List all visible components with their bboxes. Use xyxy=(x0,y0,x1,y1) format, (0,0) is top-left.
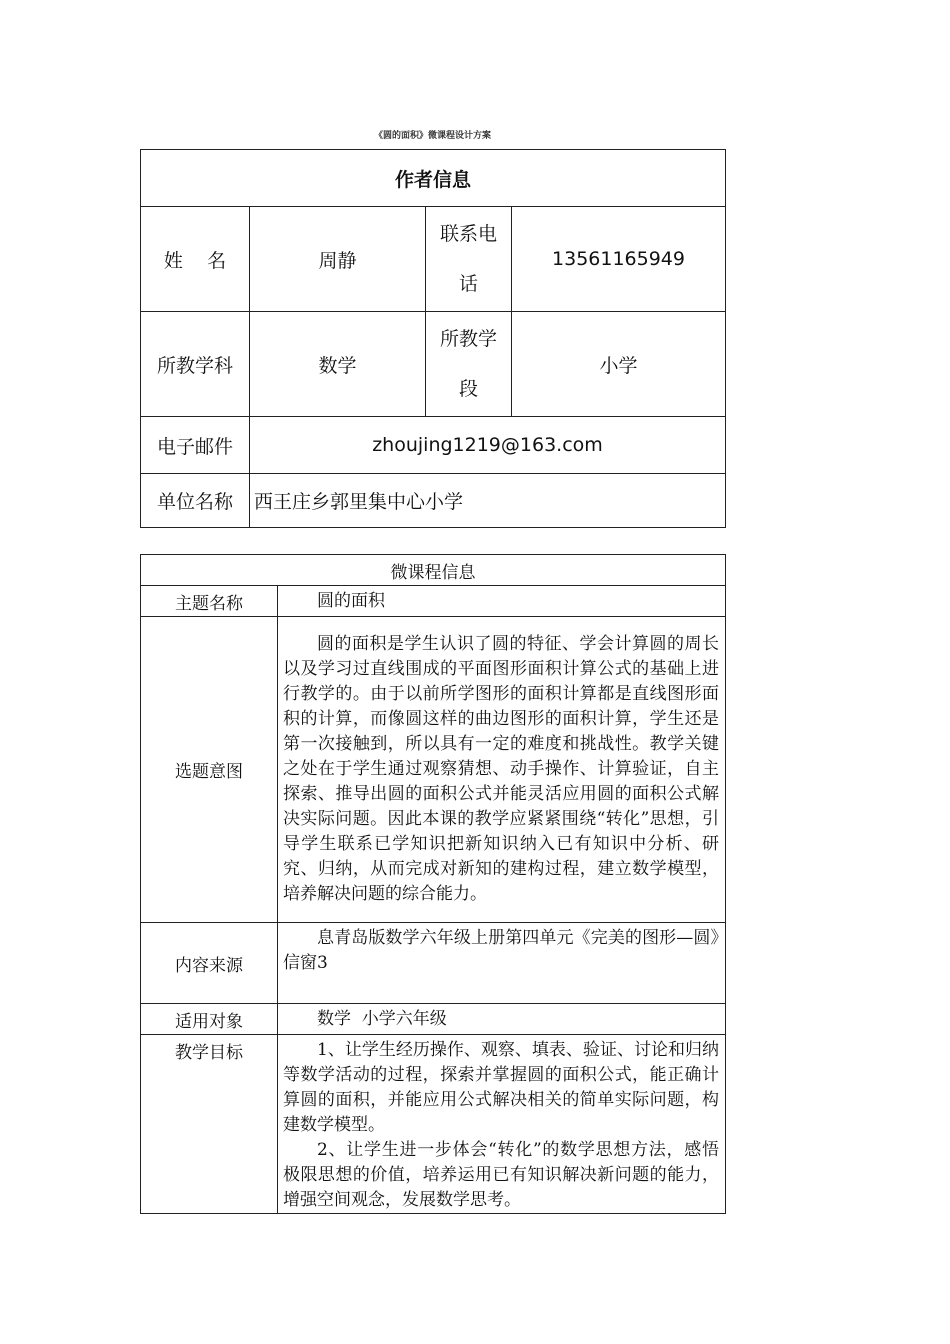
goals-label: 教学目标 xyxy=(141,1035,278,1214)
goal-item: 1、让学生经历操作、观察、填表、验证、讨论和归纳等数学活动的过程，探索并掌握圆的面积公式，能正确计算圆的面积，并能应用公式解决相关的简单实际问题，构建数学模型。 xyxy=(283,1040,719,1135)
author-info-table xyxy=(140,149,726,528)
goals-value xyxy=(278,1035,726,1214)
phone-value: 13561165949 xyxy=(512,207,726,312)
intent-text: 圆的面积是学生认识了圆的特征、学会计算圆的周长以及学习过直线围成的平面图形面积计算公式的基础上进行教学的。由于以前所学图形的面积计算都是直线图形面积的计算，而像圆这样的曲边图形的面积计算，学生还是第一次接触到，所以具有一定的难度和挑战性。教学关键之处在于学生通过观察猜想、动手操作、计算验证，自主探索、推导出圆的面积公式并能灵活应用圆的面积公式解决实际问题。因此本课的教学应紧紧围绕“转化”思想，引导学生联系已学知识把新知识纳入已有知识中分析、研究、归纳，从而完成对新知的建构过程，建立数学模型，培养解决问题的综合能力。 xyxy=(283,634,719,904)
document-title: 《圆的面积》微课程设计方案 xyxy=(373,131,491,141)
source-value xyxy=(278,923,726,1004)
intent-label: 选题意图 xyxy=(141,617,278,923)
name-value: 周静 xyxy=(250,207,426,312)
topic-value xyxy=(278,586,726,617)
author-info-heading: 作者信息 xyxy=(141,150,726,207)
audience-text: 数学 小学六年级 xyxy=(317,1008,447,1029)
stage-label xyxy=(426,312,512,417)
goal-item: 2、让学生进一步体会“转化”的数学思想方法，感悟极限思想的价值，培养运用已有知识解决新问题的能力，增强空间观念，发展数学思考。 xyxy=(283,1140,719,1210)
intent-value xyxy=(278,617,726,923)
topic-label: 主题名称 xyxy=(141,586,278,617)
email-value: zhoujing1219@163.com xyxy=(250,417,726,474)
email-label: 电子邮件 xyxy=(141,417,250,474)
stage-label-line1: 所教学 xyxy=(439,328,497,350)
phone-label xyxy=(426,207,512,312)
stage-label-line2: 段 xyxy=(458,378,478,400)
name-label: 姓 名 xyxy=(141,207,250,312)
subject-label: 所教学科 xyxy=(141,312,250,417)
audience-value xyxy=(278,1004,726,1035)
stage-value: 小学 xyxy=(512,312,726,417)
topic-text: 圆的面积 xyxy=(317,590,385,611)
phone-label-line1: 联系电 xyxy=(439,223,497,245)
micro-course-table xyxy=(140,554,726,1214)
micro-course-heading: 微课程信息 xyxy=(141,555,726,586)
unit-value: 西王庄乡郭里集中心小学 xyxy=(250,474,726,528)
subject-value: 数学 xyxy=(250,312,426,417)
source-label: 内容来源 xyxy=(141,923,278,1004)
phone-label-line2: 话 xyxy=(458,273,478,295)
unit-label: 单位名称 xyxy=(141,474,250,528)
audience-label: 适用对象 xyxy=(141,1004,278,1035)
source-text: 息青岛版数学六年级上册第四单元《完美的图形—圆》信窗3 xyxy=(283,928,719,973)
